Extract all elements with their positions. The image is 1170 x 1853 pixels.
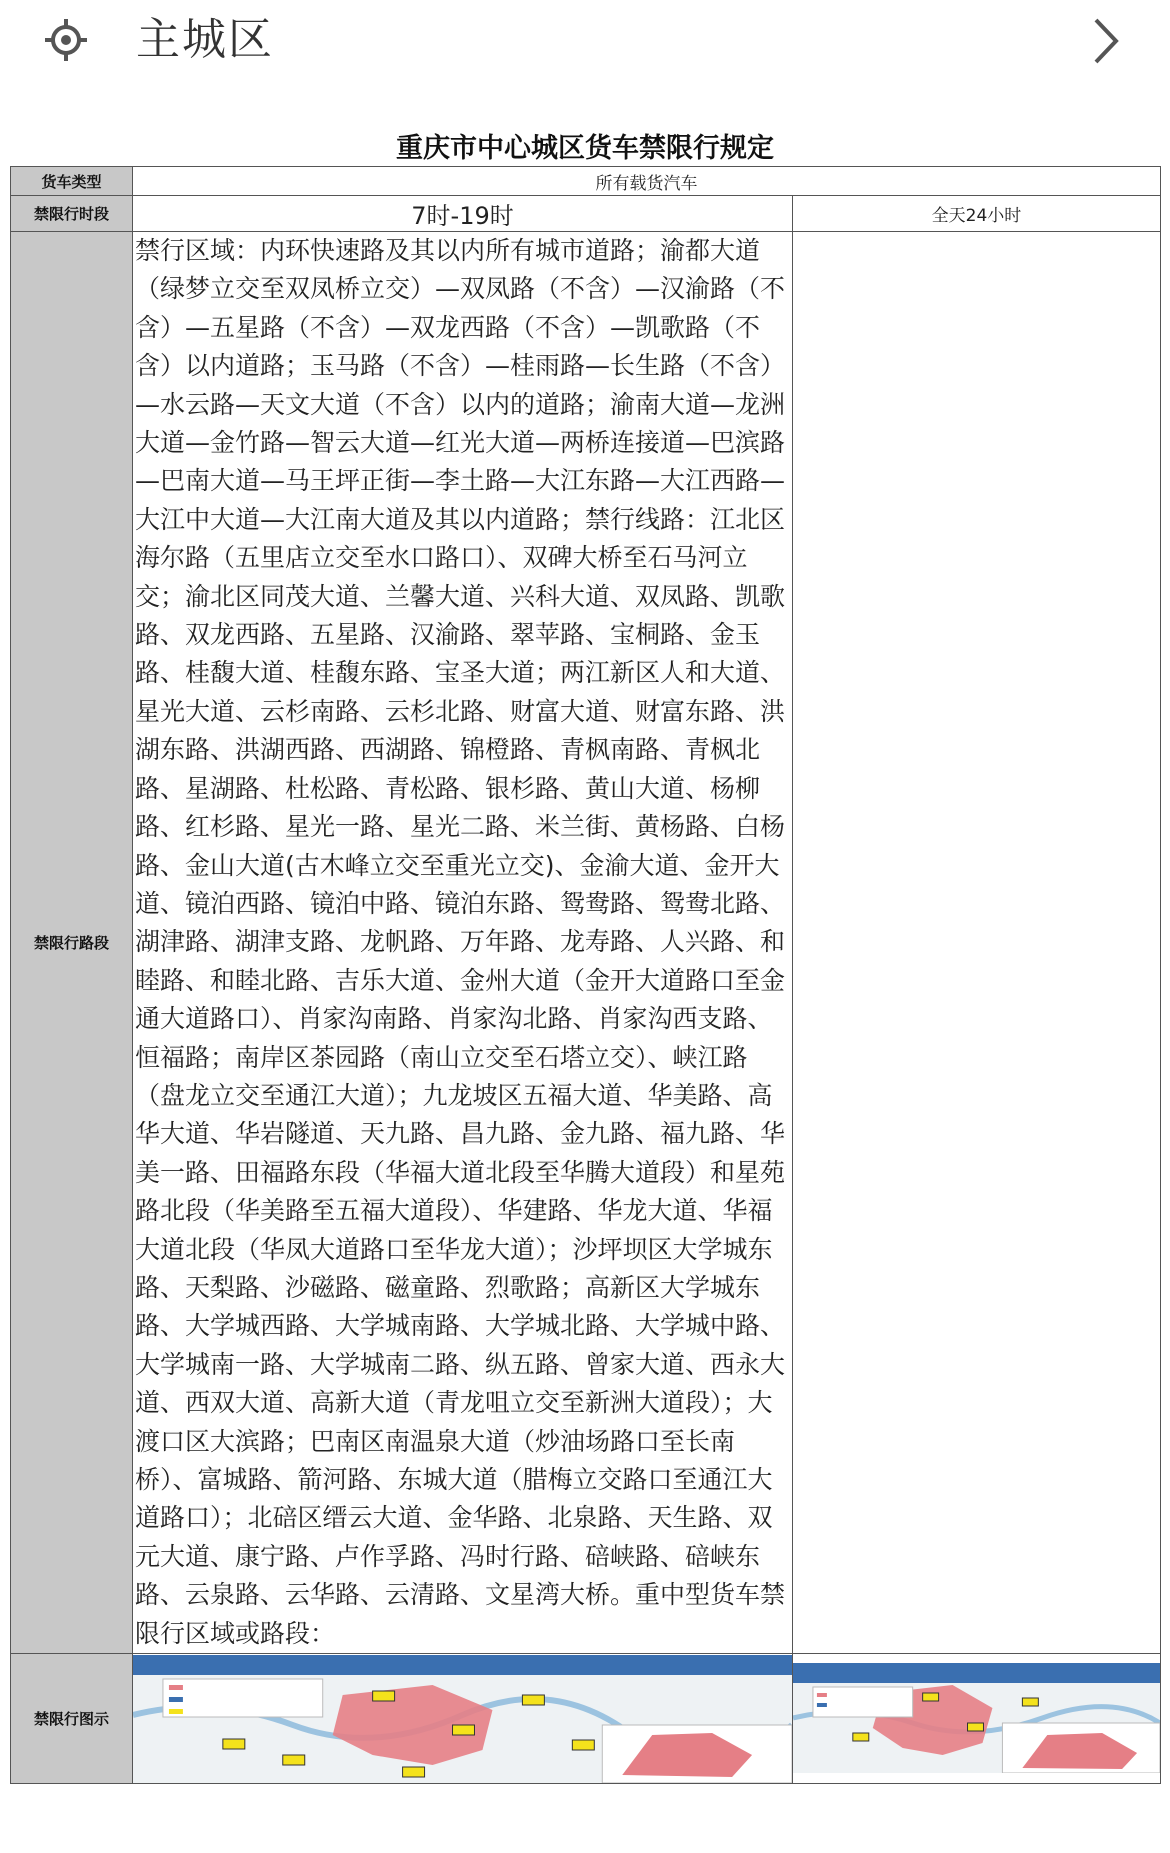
map-graphic (133, 1655, 792, 1783)
diagram-row (11, 1654, 1161, 1784)
diagram-label: 禁限行图示 (11, 1654, 133, 1784)
sections-label: 禁限行路段 (11, 232, 133, 1654)
truck-type-label: 货车类型 (11, 167, 133, 196)
time-period-allday: 全天24小时 (793, 196, 1161, 232)
app-header (0, 0, 1170, 90)
time-period-row (11, 196, 1161, 232)
map-image-day[interactable] (133, 1655, 792, 1783)
map-day-cell (133, 1654, 793, 1784)
sections-text: 禁行区域：内环快速路及其以内所有城市道路；渝都大道（绿梦立交至双凤桥立交）—双凤路（不含）—汉渝路（不含）—五星路（不含）—双龙西路（不含）—凯歌路（不含）以内道路；玉马路（不含）—桂雨路—长生路（不含）—水云路—天文大道（不含）以内的道路；渝南大道—龙洲大道—金竹路—智云大道—红光大道—两桥连接道—巴滨路—巴南大道—马王坪正街—李土路—大江东路—大江西路—大江中大道—大江南大道及其以内道路；禁行线路：江北区海尔路（五里店立交至水口路口）、双碑大桥至石马河立交；渝北区同茂大道、兰馨大道、兴科大道、双凤路、凯歌路、双龙西路、五星路、汉渝路、翠苹路、宝桐路、金玉路、桂馥大道、桂馥东路、宝圣大道；两江新区人和大道、星光大道、云杉南路、云杉北路、财富大道、财富东路、洪湖东路、洪湖西路、西湖路、锦橙路、青枫南路、青枫北路、星湖路、杜松路、青松路、银杉路、黄山大道、杨柳路、红杉路、星光一路、星光二路、米兰街、黄杨路、白杨路、金山大道(古木峰立交至重光立交)、金渝大道、金开大道、镜泊西路、镜泊中路、镜泊东路、鸳鸯路、鸳鸯北路、湖津路、湖津支路、龙帆路、万年路、龙寿路、人兴路、和睦路、和睦北路、吉乐大道、金州大道（金开大道路口至金通大道路口）、肖家沟南路、肖家沟北路、肖家沟西支路、恒福路；南岸区茶园路（南山立交至石塔立交）、峡江路（盘龙立交至通江大道）；九龙坡区五福大道、华美路、高华大道、华岩隧道、天九路、昌九路、金九路、福九路、华美一路、田福路东段（华福大道北段至华腾大道段）和星苑路北段（华美路至五福大道段）、华建路、华龙大道、华福大道北段（华凤大道路口至华龙大道）；沙坪坝区大学城东路、天梨路、沙磁路、磁童路、烈歌路；高新区大学城东路、大学城西路、大学城南路、大学城北路、大学城中路、大学城南一路、大学城南二路、纵五路、曾家大道、西永大道、西双大道、高新大道（青龙咀立交至新洲大道段）；大渡口区大滨路；巴南区南温泉大道（炒油场路口至长南桥）、富城路、箭河路、东城大道（腊梅立交路口至通江大道路口）；北碚区缙云大道、金华路、北泉路、天生路、双元大道、康宁路、卢作孚路、冯时行路、碚峡路、碚峡东路、云泉路、云华路、云清路、文星湾大桥。重中型货车禁限行区域或路段： (133, 232, 793, 1654)
map-image-allday[interactable] (793, 1663, 1160, 1773)
document-title: 重庆市中心城区货车禁限行规定 (396, 133, 774, 164)
map-allday-cell (793, 1654, 1161, 1784)
regulation-table (10, 166, 1161, 1784)
crosshair-icon[interactable] (44, 18, 88, 62)
region-title[interactable]: 主城区 (136, 14, 274, 65)
sections-row (11, 232, 1161, 1654)
sections-allday-cell (793, 232, 1161, 1654)
truck-type-value: 所有载货汽车 (133, 167, 1161, 196)
truck-type-row (11, 167, 1161, 196)
chevron-right-icon[interactable] (1090, 16, 1120, 66)
time-period-day: 7时-19时 (133, 196, 793, 232)
time-period-label: 禁限行时段 (11, 196, 133, 232)
map-graphic-allday (793, 1663, 1160, 1773)
